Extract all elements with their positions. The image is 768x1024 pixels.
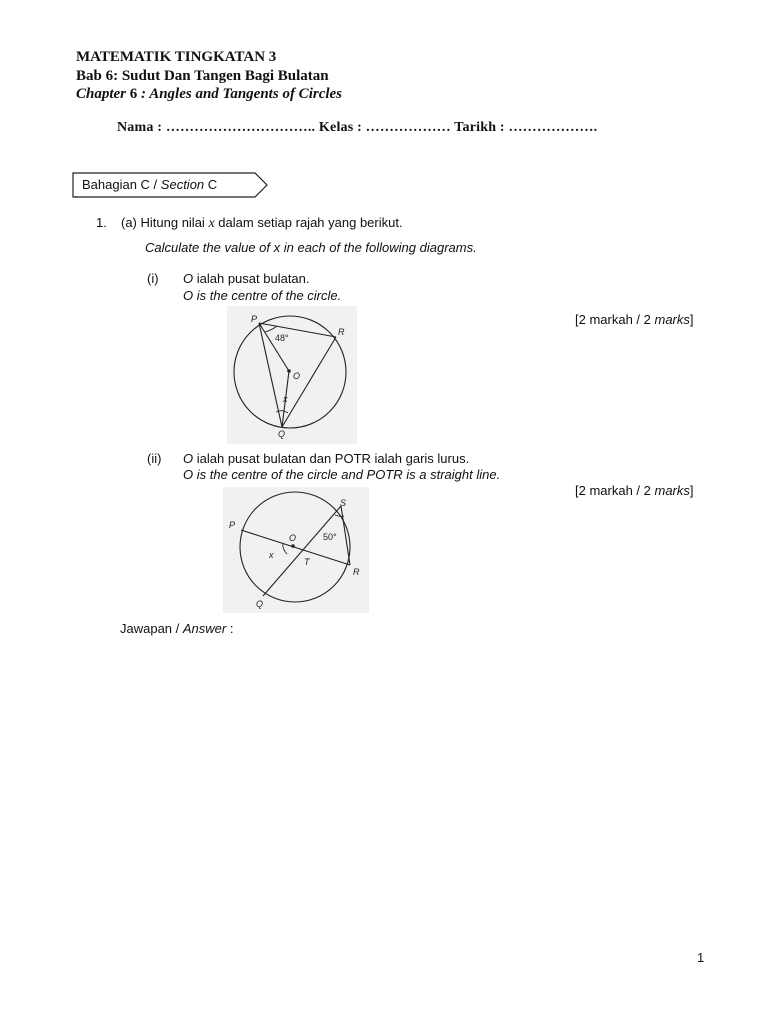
sub-question-ii-english: O is the centre of the circle and POTR is a straight line. [183,467,501,482]
point-o-label: O [289,533,297,543]
sub-question-ii-label: (ii) [147,451,162,466]
sub-question-ii-malay: O ialah pusat bulatan dan POTR ialah garis lurus. [183,451,470,466]
page-number: 1 [697,950,705,965]
angle-x-label: x [283,394,288,404]
angle-x-label: x [269,550,274,560]
worksheet-title: MATEMATIK TINGKATAN 3 [76,49,277,65]
chapter-title-malay: Bab 6: Sudut Dan Tangen Bagi Bulatan [76,68,329,84]
sub-question-i-english: O is the centre of the circle. [183,288,342,303]
circle-diagram-i [227,306,357,444]
angle-48-label: 48° [275,333,289,343]
marks-i: [2 markah / 2 marks] [575,312,694,327]
sub-question-i-malay: O ialah pusat bulatan. [183,271,310,286]
question-part-a-english: Calculate the value of x in each of the following diagrams. [145,240,477,255]
marks-ii: [2 markah / 2 marks] [575,483,694,498]
circle-diagram-ii [223,487,369,613]
point-t-label: T [304,557,310,567]
point-p-label: P [229,520,236,530]
point-q-label: Q [256,599,264,609]
point-r-label: R [338,327,345,337]
point-r-label: R [353,567,360,577]
answer-label: Jawapan / Answer : [120,621,234,636]
sub-question-i-label: (i) [147,271,159,286]
point-q-label: Q [278,429,286,439]
student-info-row: Nama : ………………………….. Kelas : ……………… Tarikh : ………………. [117,120,598,135]
angle-50-label: 50° [323,532,337,542]
chapter-title-english: Chapter 6 : Angles and Tangents of Circles [76,86,343,102]
section-label: Bahagian C / Section C [82,177,218,192]
point-o-label: O [293,371,301,381]
point-s-label: S [340,498,347,508]
question-part-a-malay: (a) Hitung nilai x dalam setiap rajah yang berikut. [121,215,403,231]
question-number: 1. [96,215,107,230]
point-p-label: P [251,314,258,324]
